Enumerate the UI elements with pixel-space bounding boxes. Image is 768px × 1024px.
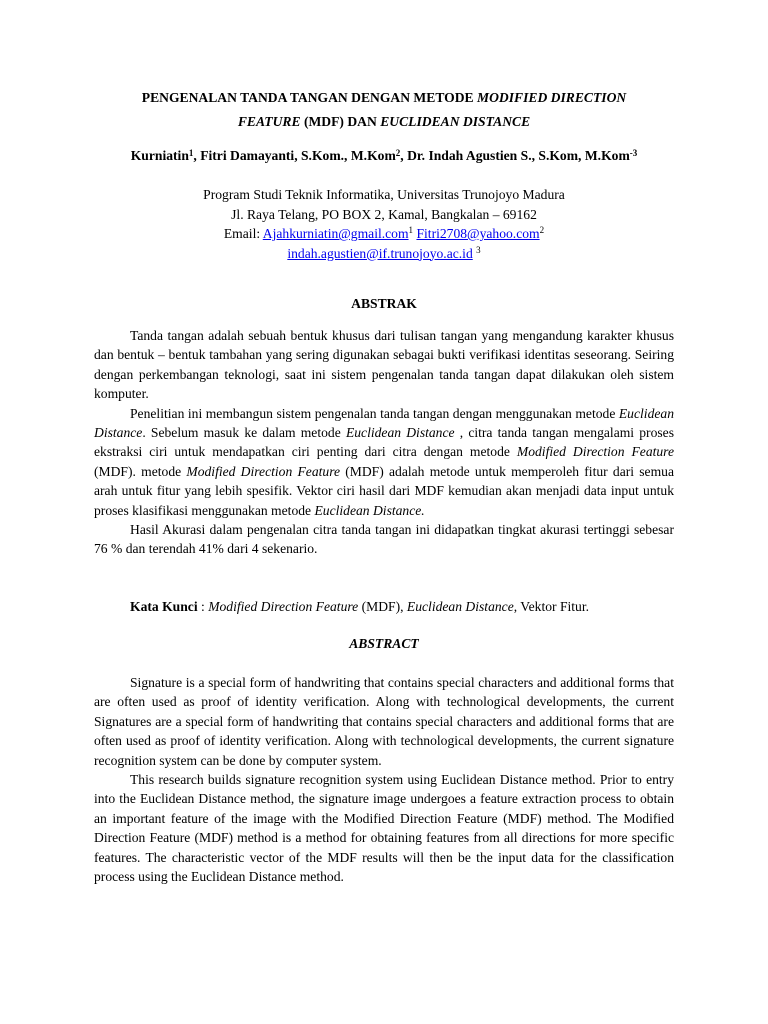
title-italic: MODIFIED DIRECTION	[477, 90, 627, 105]
email-label: Email:	[223, 226, 263, 241]
abstract-paragraph: This research builds signature recognition system using Euclidean Distance method. Prior to entry into the Euclidean Distance method, the signature image undergoes a feature extraction process to obtain an important feature of the image with the Modified Direction Feature (MDF) method. The Modified Direction Feature (MDF) method is a method for obtaining features from all directions for more specific features. The characteristic vector of the MDF results will then be the input data for the classification process using the Euclidean Distance method.	[94, 772, 674, 885]
abstract-body	[94, 673, 674, 886]
affiliation-line: Program Studi Teknik Informatika, Universitas Trunojoyo Madura	[203, 187, 565, 202]
paper-title	[94, 86, 674, 133]
title-italic: FEATURE	[237, 113, 301, 129]
title-italic: EUCLIDEAN DISTANCE	[380, 113, 531, 129]
para-italic: Modified Direction Feature	[516, 444, 675, 460]
para-italic: Euclidean Distance	[94, 405, 674, 441]
author-sup: 2	[395, 148, 401, 158]
abstract-heading-text: ABSTRACT	[349, 636, 419, 651]
keyword-italic: Euclidean Distance	[406, 599, 514, 614]
email-sup: 3	[476, 244, 481, 255]
affiliation-block	[94, 185, 674, 263]
keywords-label: Kata Kunci	[130, 599, 198, 614]
para-italic: Euclidean Distance.	[314, 502, 425, 518]
email-sup: 1	[408, 225, 414, 235]
email-sup: 2	[539, 225, 545, 235]
author-name: , Fitri Damayanti, S.Kom., M.Kom	[193, 148, 396, 163]
abstract-paragraph: Signature is a special form of handwriting that contains special characters and additional forms that are often used as proof of identity verification. Along with technological developments, the current Signatures are a special form of handwriting that contains special characters and additional forms that are often used as proof of identity verification. Along with technological developments, the current signature recognition system can be done by computer system.	[94, 675, 674, 768]
para-text: , citra tanda tangan mengalami proses ekstraksi ciri untuk mendapatkan ciri penting dari citra dengan metode	[94, 425, 674, 460]
para-italic: Euclidean Distance	[345, 425, 455, 441]
abstract-heading	[94, 636, 674, 652]
author-sup: -3	[629, 148, 638, 158]
keywords-sep: :	[197, 599, 209, 614]
author-name: Kurniatin	[130, 148, 189, 163]
email-line	[94, 224, 674, 244]
abstrak-heading: ABSTRAK	[351, 296, 417, 311]
abstrak-paragraph: Hasil Akurasi dalam pengenalan citra tanda tangan ini didapatkan tingkat akurasi tertinggi sebesar 76 % dan terendah 41% dari 4 sekenario.	[94, 522, 674, 557]
para-text: (MDF) adalah metode untuk memperoleh fitur dari semua arah untuk fitur yang lebih spesifik. Vektor ciri hasil dari MDF kemudian akan menjadi data input untuk proses klasifikasi menggunakan metode	[94, 463, 674, 518]
keyword-text: , Vektor Fitur.	[513, 599, 590, 614]
address-line: Jl. Raya Telang, PO BOX 2, Kamal, Bangkalan – 69162	[231, 206, 537, 222]
para-text: Penelitian ini membangun sistem pengenalan tanda tangan dengan menggunakan metode	[130, 405, 619, 421]
abstrak-paragraph	[94, 404, 674, 520]
para-italic: Modified Direction Feature	[186, 463, 341, 479]
email-line	[94, 244, 674, 264]
author-name: , Dr. Indah Agustien S., S.Kom, M.Kom	[400, 148, 630, 163]
email-link[interactable]: Ajahkurniatin@gmail.com	[262, 226, 409, 241]
author-list	[94, 146, 674, 166]
email-link[interactable]: Fitri2708@yahoo.com	[416, 226, 540, 241]
title-text: (MDF) DAN	[300, 113, 381, 129]
para-text: . Sebelum masuk ke dalam metode	[142, 425, 346, 441]
keywords	[94, 597, 674, 616]
keyword-italic: Modified Direction Feature	[208, 599, 359, 614]
author-sup: 1	[188, 148, 194, 158]
abstrak-body	[94, 326, 674, 559]
abstrak-paragraph: Tanda tangan adalah sebuah bentuk khusus dari tulisan tangan yang mengandung karakter khusus dan bentuk – bentuk tambahan yang sering digunakan sebagai bukti verifikasi identitas seseorang. Seiring dengan perkembangan teknologi, saat ini sistem pengenalan tanda tangan dapat dilakukan oleh sistem komputer.	[94, 328, 674, 402]
para-text: (MDF). metode	[94, 463, 187, 479]
keyword-text: (MDF),	[358, 599, 407, 614]
email-link[interactable]: indah.agustien@if.trunojoyo.ac.id	[287, 245, 473, 261]
title-text: PENGENALAN TANDA TANGAN DENGAN METODE	[141, 90, 478, 105]
